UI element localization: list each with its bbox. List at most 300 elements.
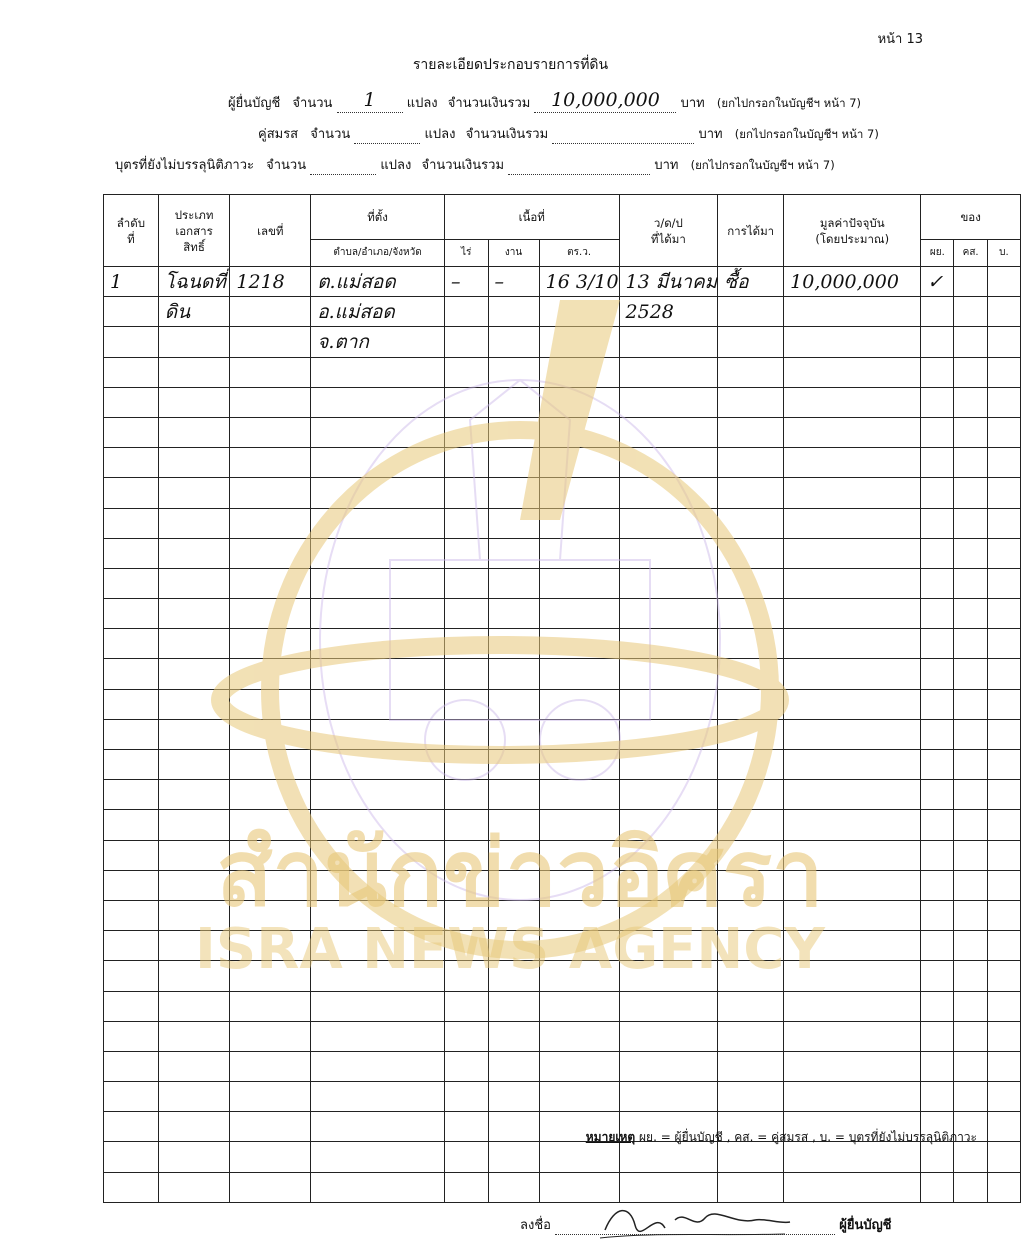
table-cell [954, 417, 988, 447]
table-cell [539, 961, 619, 991]
table-cell [921, 961, 954, 991]
table-cell [488, 297, 539, 327]
table-cell [784, 478, 921, 508]
table-cell [954, 568, 988, 598]
table-cell [311, 1051, 445, 1081]
table-cell [158, 357, 230, 387]
table-cell [311, 478, 445, 508]
table-cell [921, 327, 954, 357]
table-cell [784, 297, 921, 327]
table-cell [444, 538, 488, 568]
table-cell [444, 870, 488, 900]
table-cell [311, 568, 445, 598]
table-cell [784, 870, 921, 900]
table-cell [158, 810, 230, 840]
table-cell [230, 568, 311, 598]
table-cell [987, 719, 1020, 749]
summary-who: บุตรที่ยังไม่บรรลุนิติภาวะ [115, 158, 254, 173]
summary-money-label: จำนวนเงินรวม [421, 158, 505, 173]
table-cell [230, 750, 311, 780]
footnote-label: หมายเหตุ [585, 1130, 636, 1144]
table-cell [718, 991, 784, 1021]
table-cell [539, 478, 619, 508]
header-number: เลขที่ [230, 195, 311, 267]
table-cell [444, 508, 488, 538]
table-cell [619, 568, 718, 598]
table-cell [230, 689, 311, 719]
watermark-thai: สำนักข่าวอิศรา [216, 820, 824, 927]
table-cell [444, 478, 488, 508]
table-cell [784, 387, 921, 417]
table-cell [921, 780, 954, 810]
table-cell [230, 599, 311, 629]
table-cell [444, 659, 488, 689]
table-cell [921, 387, 954, 417]
table-cell [539, 750, 619, 780]
table-cell [619, 750, 718, 780]
table-cell [158, 267, 230, 297]
table-cell [718, 931, 784, 961]
table-cell [311, 1112, 445, 1142]
table-cell [311, 1172, 445, 1202]
table-row [104, 961, 1021, 991]
table-cell [230, 931, 311, 961]
table-cell [954, 1082, 988, 1112]
table-cell [230, 357, 311, 387]
header-owner-spouse: คส. [954, 240, 988, 267]
table-cell [104, 750, 159, 780]
table-cell [784, 961, 921, 991]
table-cell [158, 327, 230, 357]
table-cell [987, 448, 1020, 478]
table-cell [619, 689, 718, 719]
table-cell [230, 1112, 311, 1142]
table-cell [444, 629, 488, 659]
table-cell [444, 568, 488, 598]
header-area-rai: ไร่ [444, 240, 488, 267]
table-cell [954, 840, 988, 870]
table-cell [311, 991, 445, 1021]
table-cell [488, 599, 539, 629]
header-owner-child: บ. [987, 240, 1020, 267]
table-cell [619, 1082, 718, 1112]
table-cell [158, 387, 230, 417]
table-cell [987, 1082, 1020, 1112]
table-cell [158, 417, 230, 447]
table-cell [104, 780, 159, 810]
table-cell [311, 448, 445, 478]
summary-who: คู่สมรส [258, 127, 299, 142]
table-cell [619, 327, 718, 357]
table-cell [444, 840, 488, 870]
table-cell [230, 1172, 311, 1202]
table-cell [539, 810, 619, 840]
table-cell [921, 840, 954, 870]
table-cell [619, 961, 718, 991]
table-cell [784, 689, 921, 719]
table-cell [718, 659, 784, 689]
table-cell [539, 689, 619, 719]
table-cell [784, 1051, 921, 1081]
table-cell [987, 659, 1020, 689]
table-cell [230, 327, 311, 357]
table-cell [954, 448, 988, 478]
table-cell [784, 448, 921, 478]
table-cell [954, 327, 988, 357]
cell-value: จ.ตาก [317, 330, 369, 353]
table-cell [718, 448, 784, 478]
table-row [104, 629, 1021, 659]
table-cell [230, 840, 311, 870]
table-cell [619, 448, 718, 478]
table-cell [230, 417, 311, 447]
table-cell [987, 1172, 1020, 1202]
table-cell [954, 1021, 988, 1051]
table-cell [104, 961, 159, 991]
table-cell [158, 508, 230, 538]
table-cell [230, 991, 311, 1021]
table-cell [619, 931, 718, 961]
table-cell [718, 478, 784, 508]
table-cell [488, 961, 539, 991]
table-cell [488, 1112, 539, 1142]
table-cell [921, 599, 954, 629]
signature-line [555, 1216, 835, 1235]
table-cell [104, 1021, 159, 1051]
table-cell [784, 659, 921, 689]
table-cell [311, 1082, 445, 1112]
table-cell [488, 931, 539, 961]
table-cell [444, 900, 488, 930]
table-cell [921, 931, 954, 961]
table-row [104, 1172, 1021, 1202]
table-cell [987, 931, 1020, 961]
summary-count-field [310, 158, 376, 175]
table-cell [158, 1082, 230, 1112]
table-cell [311, 327, 445, 357]
table-cell [784, 840, 921, 870]
table-cell [104, 478, 159, 508]
table-body [104, 267, 1021, 1203]
table-cell [488, 810, 539, 840]
table-cell [311, 931, 445, 961]
table-row [104, 538, 1021, 568]
table-cell [539, 1051, 619, 1081]
table-cell [987, 991, 1020, 1021]
table-cell [311, 417, 445, 447]
summary-money-label: จำนวนเงินรวม [447, 96, 531, 111]
table-cell [311, 1021, 445, 1051]
table-cell [921, 448, 954, 478]
table-cell [619, 719, 718, 749]
table-cell [784, 1172, 921, 1202]
table-cell [718, 1172, 784, 1202]
table-cell [158, 840, 230, 870]
table-cell [539, 387, 619, 417]
table-cell [444, 1142, 488, 1172]
table-cell [619, 478, 718, 508]
table-cell [104, 538, 159, 568]
footnote-text: ผย. = ผู้ยื่นบัญชี , คส. = คู่สมรส , บ. = บุตรที่ยังไม่บรรลุนิติภาวะ [639, 1130, 977, 1144]
cell-value: ✓ [927, 270, 944, 293]
table-cell [539, 327, 619, 357]
table-cell [158, 568, 230, 598]
table-cell [987, 689, 1020, 719]
table-cell [488, 478, 539, 508]
table-row [104, 689, 1021, 719]
table-row [104, 870, 1021, 900]
table-cell [954, 659, 988, 689]
table-cell [954, 599, 988, 629]
header-area-wa: ตร.ว. [539, 240, 619, 267]
table-cell [718, 780, 784, 810]
table-cell [921, 750, 954, 780]
table-cell [987, 1051, 1020, 1081]
table-row [104, 357, 1021, 387]
cell-value: 2528 [625, 300, 674, 323]
table-cell [311, 840, 445, 870]
table-cell [158, 870, 230, 900]
table-cell [488, 357, 539, 387]
table-cell [619, 297, 718, 327]
table-cell [954, 780, 988, 810]
table-cell [987, 870, 1020, 900]
table-cell [718, 750, 784, 780]
table-cell [488, 417, 539, 447]
summary-unit-label: แปลง [406, 96, 438, 111]
table-cell [488, 629, 539, 659]
table-cell [718, 508, 784, 538]
table-cell [488, 538, 539, 568]
table-cell [158, 629, 230, 659]
table-cell [718, 719, 784, 749]
summary-count-label: จำนวน [310, 127, 351, 142]
table-cell [230, 780, 311, 810]
table-cell [784, 780, 921, 810]
table-cell [158, 478, 230, 508]
cell-value: 1218 [236, 270, 285, 293]
table-cell [954, 689, 988, 719]
table-cell [104, 659, 159, 689]
cell-value: 1 [110, 270, 123, 293]
table-cell [784, 599, 921, 629]
table-cell [954, 297, 988, 327]
signature-block [520, 1214, 892, 1235]
table-cell [619, 1172, 718, 1202]
table-cell [311, 870, 445, 900]
table-cell [718, 267, 784, 297]
footnote [586, 1128, 977, 1147]
table-cell [784, 629, 921, 659]
table-row [104, 810, 1021, 840]
table-cell [619, 629, 718, 659]
table-cell [921, 810, 954, 840]
table-cell [311, 719, 445, 749]
table-cell [954, 1172, 988, 1202]
table-cell [104, 689, 159, 719]
header-acquire: การได้มา [718, 195, 784, 267]
cell-value: ต.แม่สอด [317, 270, 396, 293]
table-cell [311, 659, 445, 689]
table-cell [158, 689, 230, 719]
table-row [104, 508, 1021, 538]
table-cell [444, 689, 488, 719]
table-cell [539, 508, 619, 538]
table-cell [987, 1142, 1020, 1172]
table-cell [718, 689, 784, 719]
table-cell [230, 961, 311, 991]
table-cell [311, 508, 445, 538]
table-cell [104, 1051, 159, 1081]
table-row [104, 478, 1021, 508]
table-cell [539, 780, 619, 810]
table-cell [104, 508, 159, 538]
table-cell [954, 538, 988, 568]
table-cell [954, 478, 988, 508]
table-cell [619, 357, 718, 387]
table-cell [104, 387, 159, 417]
table-cell [619, 780, 718, 810]
summary-note: (ยกไปกรอกในบัญชีฯ หน้า 7) [690, 158, 835, 172]
table-cell [104, 267, 159, 297]
table-cell [539, 538, 619, 568]
signature-label: ลงชื่อ [520, 1218, 551, 1233]
table-cell [718, 1021, 784, 1051]
table-cell [539, 1021, 619, 1051]
table-cell [954, 900, 988, 930]
table-cell [158, 659, 230, 689]
table-cell [311, 810, 445, 840]
header-location-sub: ตำบล/อำเภอ/จังหวัด [311, 240, 445, 267]
table-cell [444, 719, 488, 749]
table-cell [987, 508, 1020, 538]
table-cell [784, 417, 921, 447]
summary-unit-label: แปลง [424, 127, 456, 142]
table-cell [488, 750, 539, 780]
table-row [104, 448, 1021, 478]
table-row [104, 991, 1021, 1021]
table-row [104, 1051, 1021, 1081]
table-cell [987, 538, 1020, 568]
table-row [104, 1082, 1021, 1112]
table-cell [488, 508, 539, 538]
table-cell [488, 1082, 539, 1112]
table-cell [230, 900, 311, 930]
table-cell [784, 991, 921, 1021]
table-cell [954, 357, 988, 387]
table-cell [921, 357, 954, 387]
table-cell [921, 1172, 954, 1202]
table-cell [718, 1051, 784, 1081]
table-cell [444, 357, 488, 387]
table-cell [230, 508, 311, 538]
table-cell [539, 659, 619, 689]
table-cell [311, 267, 445, 297]
table-cell [488, 387, 539, 417]
table-cell [921, 1082, 954, 1112]
table-cell [158, 599, 230, 629]
table-cell [921, 417, 954, 447]
table-cell [104, 297, 159, 327]
header-area-ngan: งาน [488, 240, 539, 267]
table-cell [954, 387, 988, 417]
table-cell [488, 267, 539, 297]
table-row [104, 327, 1021, 357]
table-cell [488, 900, 539, 930]
table-cell [444, 267, 488, 297]
table-cell [539, 267, 619, 297]
table-cell [718, 417, 784, 447]
table-cell [954, 931, 988, 961]
table-cell [158, 1172, 230, 1202]
summary-row-declarant [228, 89, 862, 114]
table-cell [619, 1051, 718, 1081]
table-cell [954, 750, 988, 780]
table-cell [230, 1051, 311, 1081]
table-cell [311, 900, 445, 930]
header-doc-type: ประเภท เอกสาร สิทธิ์ [158, 195, 230, 267]
table-row [104, 900, 1021, 930]
table-cell [987, 961, 1020, 991]
table-cell [158, 1021, 230, 1051]
table-cell [921, 1051, 954, 1081]
table-cell [987, 810, 1020, 840]
table-cell [444, 297, 488, 327]
table-cell [987, 1112, 1020, 1142]
table-cell [230, 810, 311, 840]
table-cell [921, 508, 954, 538]
header-owner: ของ [921, 195, 1021, 240]
table-cell [488, 448, 539, 478]
table-cell [104, 357, 159, 387]
table-cell [921, 629, 954, 659]
table-cell [230, 538, 311, 568]
table-row [104, 659, 1021, 689]
summary-who: ผู้ยื่นบัญชี [228, 96, 281, 111]
table-cell [104, 719, 159, 749]
table-cell [954, 1051, 988, 1081]
table-cell [718, 1082, 784, 1112]
table-cell [158, 719, 230, 749]
table-cell [921, 900, 954, 930]
cell-value: โฉนดที่ [164, 270, 226, 293]
summary-count-label: จำนวน [292, 96, 333, 111]
table-cell [718, 297, 784, 327]
cell-value: 16 3/10 [545, 270, 619, 293]
summary-baht: บาท [698, 127, 723, 142]
table-cell [158, 297, 230, 327]
table-cell [718, 961, 784, 991]
table-cell [921, 538, 954, 568]
table-cell [488, 1021, 539, 1051]
table-cell [444, 810, 488, 840]
table-cell [539, 719, 619, 749]
cell-value: ดิน [164, 300, 191, 323]
table-cell [718, 327, 784, 357]
table-cell [784, 719, 921, 749]
table-cell [784, 267, 921, 297]
table-cell [718, 629, 784, 659]
table-cell [444, 1021, 488, 1051]
table-cell [784, 327, 921, 357]
table-cell [104, 568, 159, 598]
table-cell [921, 297, 954, 327]
table-cell [718, 538, 784, 568]
table-cell [104, 931, 159, 961]
table-cell [619, 417, 718, 447]
table-cell [921, 689, 954, 719]
table-cell [230, 297, 311, 327]
